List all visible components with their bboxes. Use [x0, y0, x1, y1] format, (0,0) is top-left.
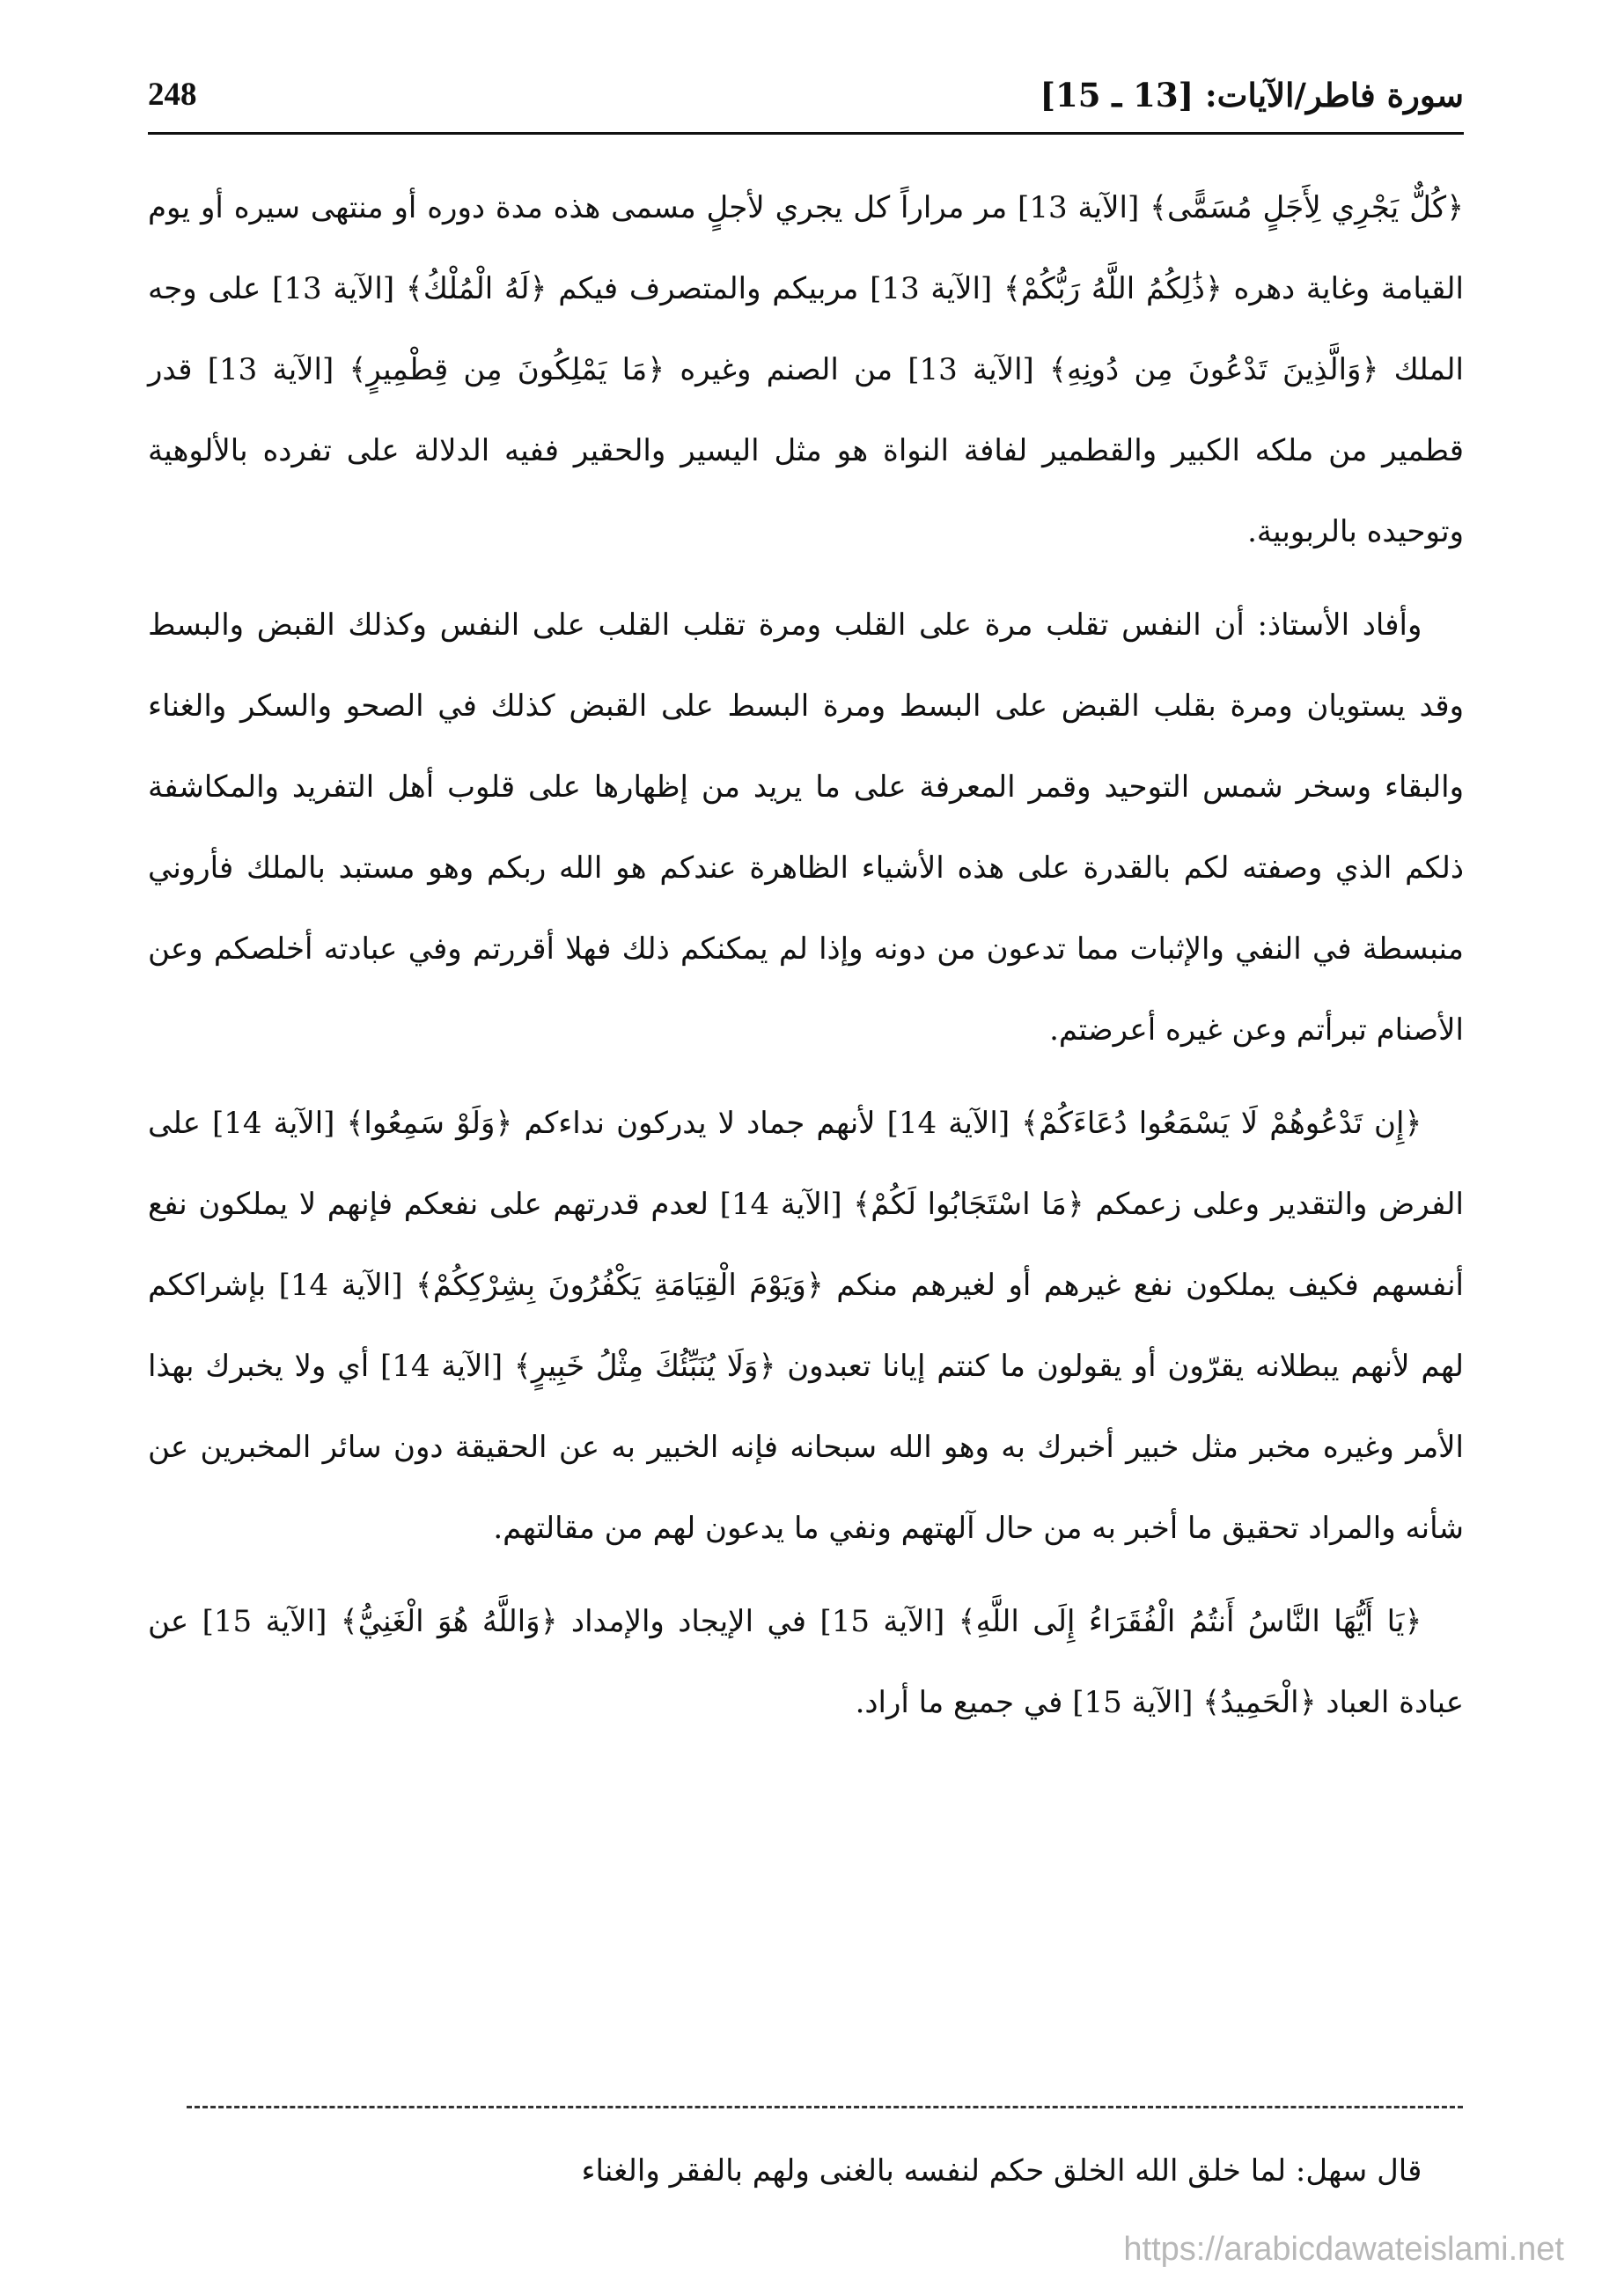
running-title: سورة فاطر/الآيات: [13 ـ 15]: [1040, 76, 1464, 114]
paragraph-verse-15: ﴿يَا أَيُّهَا النَّاسُ أَنتُمُ الْفُقَرَاءُ إِلَى اللَّهِ﴾ [الآية 15] في الإيجاد والإمداد ﴿وَاللَّهُ هُوَ الْغَنِيُّ﴾ [الآية 15] عن عبادة العباد ﴿الْحَمِيدُ﴾ [الآية 15] في جميع ما أراد.: [148, 1604, 1464, 1720]
paragraph-ustadh-note: وأفاد الأستاذ: أن النفس تقلب مرة على القلب ومرة تقلب القلب على النفس وكذلك القبض والبسط وقد يستويان ومرة بقلب القبض على البسط ومرة البسط على القبض كذلك في الصحو والسكر والغناء والبقاء وسخر شمس التوحيد وقمر المعرفة على ما يريد من إظهارها على قلوب أهل التفريد والمكاشفة ذلكم الذي وصفته لكم بالقدرة على هذه الأشياء الظاهرة عندكم هو الله ربكم وهو مستبد بالملك فأروني منبسطة في النفي والإثبات مما تدعون من دونه وإذا لم يمكنكم ذلك فهلا أقررتم وفي عبادته أخلصكم وعن الأصنام تبرأتم وعن غيره أعرضتم.: [148, 607, 1464, 1048]
watermark-url: https://arabicdawateislami.net: [1123, 2231, 1564, 2268]
paragraph-verse-13: ﴿كُلٌّ يَجْرِي لِأَجَلٍ مُسَمًّى﴾ [الآية 13] مر مراراً كل يجري لأجلٍ مسمى هذه مدة دوره أو منتهى سيره أو يوم القيامة وغاية دهره ﴿ذَٰلِكُمُ اللَّهُ رَبُّكُمْ﴾ [الآية 13] مربيكم والمتصرف فيكم ﴿لَهُ الْمُلْكُ﴾ [الآية 13] على وجه الملك ﴿وَالَّذِينَ تَدْعُونَ مِن دُونِهِ﴾ [الآية 13] من الصنم وغيره ﴿مَا يَمْلِكُونَ مِن قِطْمِيرٍ﴾ [الآية 13] قدر قطمير من ملكه الكبير والقطمير لفافة النواة هو مثل اليسير والحقير ففيه الدلالة على تفرده بالألوهية وتوحيده بالربوبية.: [148, 190, 1464, 549]
page-header: [148, 76, 1464, 129]
paragraph-verse-14: ﴿إِن تَدْعُوهُمْ لَا يَسْمَعُوا دُعَاءَكُمْ﴾ [الآية 14] لأنهم جماد لا يدركون نداءكم ﴿وَلَوْ سَمِعُوا﴾ [الآية 14] على الفرض والتقدير وعلى زعمكم ﴿مَا اسْتَجَابُوا لَكُمْ﴾ [الآية 14] لعدم قدرتهم على نفعكم فإنهم لا يملكون نفع أنفسهم فكيف يملكون نفع غيرهم أو لغيرهم منكم ﴿وَيَوْمَ الْقِيَامَةِ يَكْفُرُونَ بِشِرْكِكُمْ﴾ [الآية 14] بإشراككم لهم لأنهم يبطلانه يقرّون أو يقولون ما كنتم إيانا تعبدون ﴿وَلَا يُنَبِّئُكَ مِثْلُ خَبِيرٍ﴾ [الآية 14] أي ولا يخبرك بهذا الأمر وغيره مخبر مثل خبير أخبرك به وهو الله سبحانه فإنه الخبير به عن الحقيقة دون سائر المخبرين عن شأنه والمراد تحقيق ما أخبر به من حال آلهتهم ونفي ما يدعون لهم من مقالتهم.: [148, 1106, 1465, 1546]
page-number: 248: [148, 77, 197, 113]
footnote-separator: [187, 2106, 1463, 2108]
footnote-text: قال سهل: لما خلق الله الخلق حكم لنفسه بالغنى ولهم بالفقر والغناء: [581, 2153, 1422, 2189]
body-text: [148, 167, 1464, 1743]
header-rule: [148, 132, 1464, 135]
